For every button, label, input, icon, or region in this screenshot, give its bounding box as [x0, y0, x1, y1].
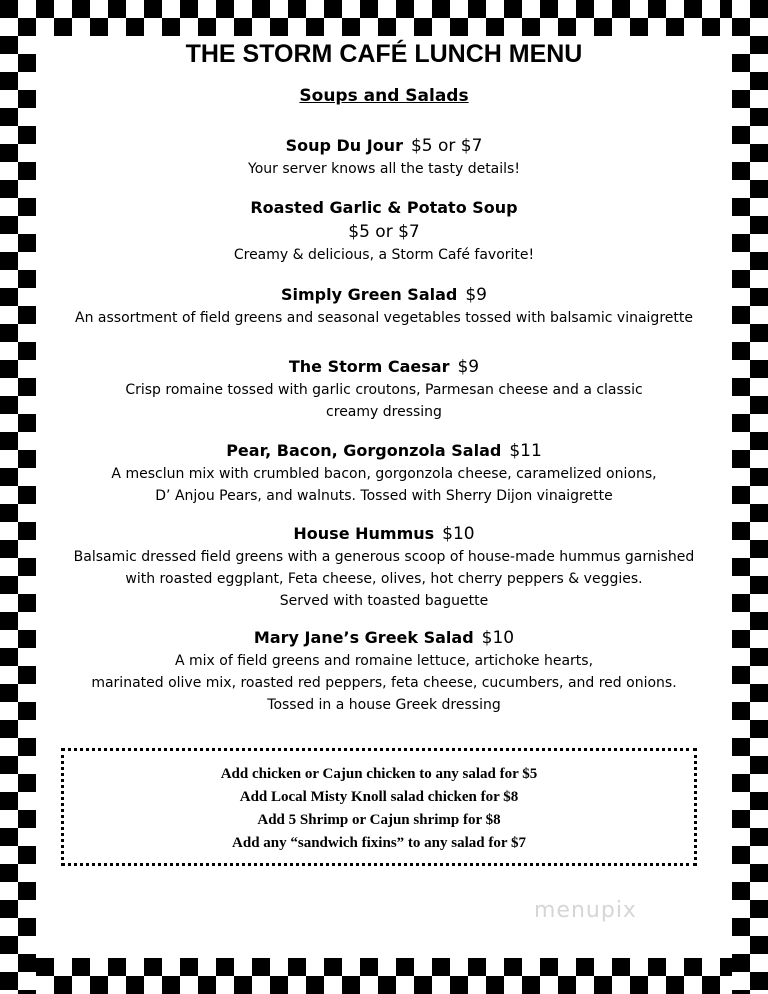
checker-border-left	[0, 0, 18, 994]
addon-line: Add any “sandwich fixins” to any salad for $7	[232, 835, 526, 851]
menu-item-simply-green-salad	[36, 283, 732, 329]
item-description: An assortment of field greens and seasonal vegetables tossed with balsamic vinaigrette	[75, 310, 693, 326]
item-name: Simply Green Salad	[281, 285, 458, 304]
addon-line: Add 5 Shrimp or Cajun shrimp for $8	[257, 812, 501, 828]
item-description: Your server knows all the tasty details!	[248, 161, 520, 177]
item-description: with roasted eggplant, Feta cheese, olives, hot cherry peppers & veggies.	[125, 571, 643, 587]
checker-border-top	[0, 0, 768, 18]
menu-page	[36, 36, 732, 958]
menu-title: THE STORM CAFÉ LUNCH MENU	[185, 40, 583, 68]
menu-item-house-hummus	[36, 522, 732, 612]
menu-item-storm-caesar	[36, 355, 732, 423]
menu-item-soup-du-jour	[36, 134, 732, 180]
item-price: $11	[509, 441, 542, 461]
item-description: Tossed in a house Greek dressing	[267, 697, 501, 713]
item-description: Crisp romaine tossed with garlic croutons, Parmesan cheese and a classic	[125, 382, 643, 398]
item-description: marinated olive mix, roasted red peppers, feta cheese, cucumbers, and red onions.	[91, 675, 677, 691]
checker-border-right-inner	[732, 0, 750, 994]
checker-border-bottom	[0, 976, 768, 994]
item-name: The Storm Caesar	[288, 357, 450, 376]
section-heading: Soups and Salads	[299, 86, 469, 106]
item-description: Creamy & delicious, a Storm Café favorite!	[233, 247, 535, 263]
checker-border-top-inner	[0, 18, 768, 36]
item-price: $5 or $7	[410, 136, 483, 156]
item-price: $10	[442, 524, 475, 544]
item-description: A mix of field greens and romaine lettuce, artichoke hearts,	[174, 653, 594, 669]
checker-border-bottom-inner	[0, 958, 768, 976]
checker-border-left-inner	[18, 0, 36, 994]
menu-item-greek-salad	[36, 626, 732, 716]
item-description: creamy dressing	[326, 404, 442, 420]
item-name: Pear, Bacon, Gorgonzola Salad	[226, 441, 502, 460]
addon-line: Add chicken or Cajun chicken to any salad for $5	[220, 766, 538, 782]
item-name: House Hummus	[293, 524, 435, 543]
item-price: $9	[457, 357, 480, 377]
menu-item-pear-bacon-gorgonzola	[36, 439, 732, 507]
item-name: Soup Du Jour	[285, 136, 403, 155]
item-description: Balsamic dressed field greens with a generous scoop of house-made hummus garnished	[73, 549, 695, 565]
item-name: Roasted Garlic & Potato Soup	[250, 198, 518, 217]
item-description: D’ Anjou Pears, and walnuts. Tossed with Sherry Dijon vinaigrette	[155, 488, 613, 504]
item-name: Mary Jane’s Greek Salad	[253, 628, 474, 647]
addon-line: Add Local Misty Knoll salad chicken for $8	[239, 789, 519, 805]
menu-item-roasted-garlic-soup	[36, 196, 732, 266]
item-price: $9	[465, 285, 487, 305]
salad-addons-box	[61, 748, 697, 866]
item-price: $5 or $7	[348, 222, 420, 242]
item-description: A mesclun mix with crumbled bacon, gorgonzola cheese, caramelized onions,	[111, 466, 657, 482]
checker-border-right	[750, 0, 768, 994]
item-price: $10	[481, 628, 515, 648]
item-description: Served with toasted baguette	[279, 593, 489, 609]
menupix-watermark: menupix	[534, 898, 637, 923]
